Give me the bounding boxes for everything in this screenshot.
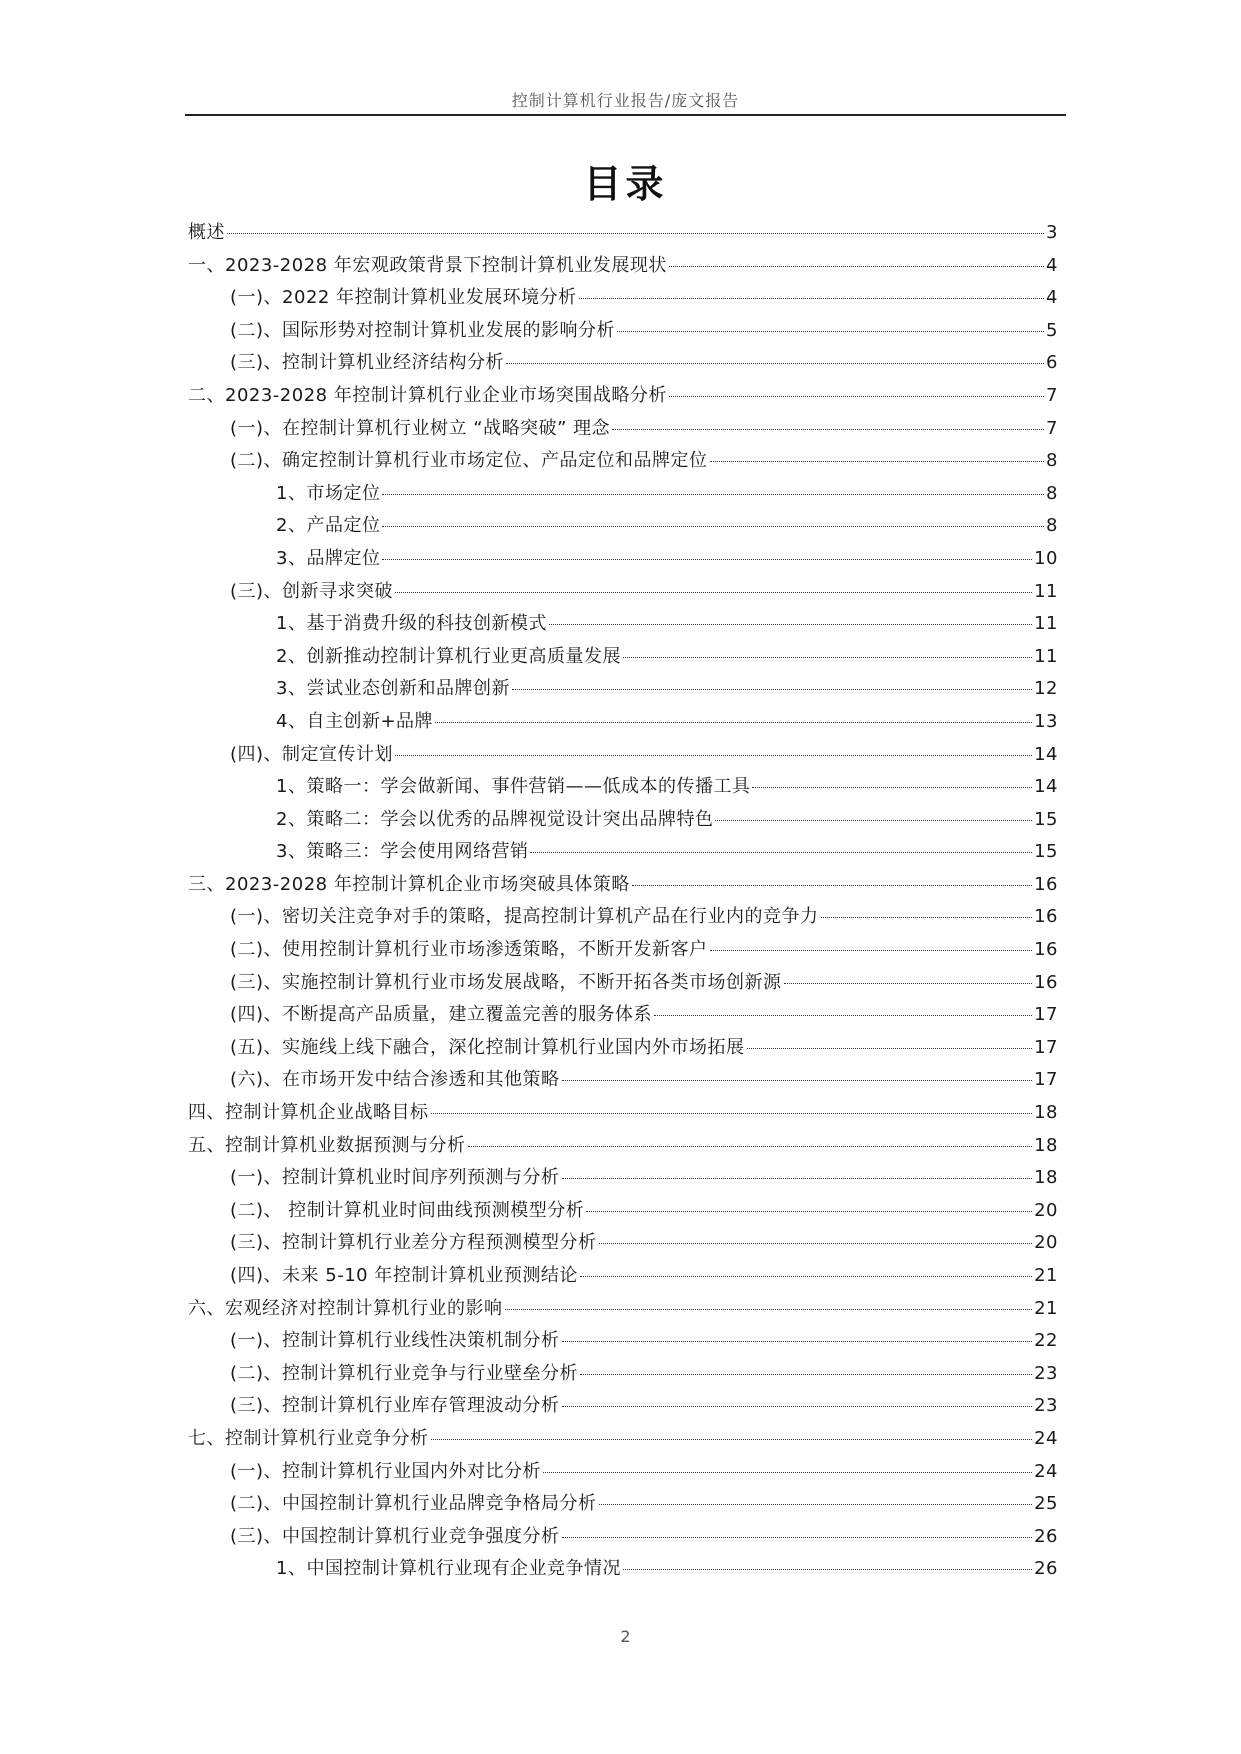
toc-entry[interactable] [188, 1358, 1058, 1391]
toc-entry-page: 14 [1034, 743, 1058, 765]
toc-dot-leader [505, 1309, 1033, 1310]
toc-dot-leader [623, 657, 1032, 658]
toc-entry[interactable] [188, 217, 1058, 250]
toc-dot-leader [599, 1504, 1033, 1505]
toc-entry-title: (一)、控制计算机行业线性决策机制分析 [230, 1330, 560, 1352]
toc-entry[interactable] [188, 967, 1058, 1000]
toc-entry-title: (二)、国际形势对控制计算机业发展的影响分析 [230, 319, 616, 341]
toc-entry-title: (三)、创新寻求突破 [230, 580, 394, 602]
toc-entry-page: 25 [1034, 1493, 1058, 1515]
toc-entry-title: 2、产品定位 [276, 515, 381, 537]
toc-entry[interactable] [188, 1097, 1058, 1130]
toc-entry-title: 1、中国控制计算机行业现有企业竞争情况 [276, 1558, 621, 1580]
toc-dot-leader [821, 917, 1033, 918]
toc-entry-page: 18 [1034, 1102, 1058, 1124]
toc-entry-page: 4 [1046, 287, 1058, 309]
toc-entry-title: 2、创新推动控制计算机行业更高质量发展 [276, 645, 621, 667]
toc-entry[interactable] [188, 1521, 1058, 1554]
toc-entry[interactable] [188, 804, 1058, 837]
toc-entry[interactable] [188, 543, 1058, 576]
toc-entry-title: (四)、未来 5-10 年控制计算机业预测结论 [230, 1265, 578, 1286]
toc-entry-title: (六)、在市场开发中结合渗透和其他策略 [230, 1069, 560, 1091]
running-header: 控制计算机行业报告/庞文报告 [511, 91, 740, 110]
header-divider [185, 114, 1066, 116]
toc-entry[interactable] [188, 510, 1058, 543]
toc-entry-page: 26 [1034, 1558, 1058, 1580]
toc-entry-page: 15 [1034, 841, 1058, 863]
toc-entry[interactable] [188, 934, 1058, 967]
page-number: 2 [620, 1627, 631, 1646]
toc-dot-leader [431, 1439, 1033, 1440]
toc-dot-leader [669, 396, 1044, 397]
toc-entry-title: (一)、密切关注竞争对手的策略，提高控制计算机产品在行业内的竞争力 [230, 906, 819, 928]
toc-dot-leader [612, 429, 1044, 430]
toc-dot-leader [395, 755, 1032, 756]
toc-entry-page: 18 [1034, 1167, 1058, 1189]
toc-dot-leader [580, 1276, 1032, 1277]
toc-entry[interactable] [188, 1195, 1058, 1228]
toc-entry-page: 11 [1034, 613, 1058, 635]
toc-dot-leader [579, 298, 1044, 299]
toc-entry-title: (二)、中国控制计算机行业品牌竞争格局分析 [230, 1493, 597, 1515]
toc-entry[interactable] [188, 901, 1058, 934]
toc-entry-page: 11 [1034, 645, 1058, 667]
toc-entry[interactable] [188, 413, 1058, 446]
toc-entry[interactable] [188, 1553, 1058, 1586]
toc-dot-leader [623, 1569, 1032, 1570]
toc-dot-leader [530, 852, 1032, 853]
toc-entry[interactable] [188, 1130, 1058, 1163]
toc-entry[interactable] [188, 1227, 1058, 1260]
toc-dot-leader [382, 494, 1044, 495]
toc-entry-page: 24 [1034, 1427, 1058, 1449]
toc-entry-title: (一)、2022 年控制计算机业发展环境分析 [230, 287, 577, 309]
toc-entry-title: 2、策略二：学会以优秀的品牌视觉设计突出品牌特色 [276, 808, 714, 830]
toc-entry-title: 三、2023-2028 年控制计算机企业市场突破具体策略 [188, 873, 630, 895]
toc-dot-leader [710, 461, 1044, 462]
toc-entry-page: 20 [1034, 1199, 1058, 1221]
toc-entry[interactable] [188, 641, 1058, 674]
toc-entry-page: 8 [1046, 482, 1058, 504]
toc-entry[interactable] [188, 347, 1058, 380]
toc-entry-title: (一)、在控制计算机行业树立 “战略突破” 理念 [230, 417, 611, 439]
toc-entry[interactable] [188, 608, 1058, 641]
toc-entry-title: 1、策略一：学会做新闻、事件营销——低成本的传播工具 [276, 776, 751, 798]
toc-entry[interactable] [188, 576, 1058, 609]
toc-dot-leader [562, 1406, 1033, 1407]
toc-dot-leader [227, 233, 1044, 234]
toc-entry-page: 10 [1034, 547, 1058, 569]
toc-entry[interactable] [188, 380, 1058, 413]
toc-entry-page: 3 [1046, 222, 1058, 243]
toc-entry-title: (二)、确定控制计算机行业市场定位、产品定位和品牌定位 [230, 450, 708, 472]
toc-entry-title: 概述 [188, 222, 225, 243]
toc-entry[interactable] [188, 1260, 1058, 1293]
toc-entry-title: (一)、控制计算机业时间序列预测与分析 [230, 1167, 560, 1189]
toc-entry-page: 16 [1034, 939, 1058, 961]
toc-entry[interactable] [188, 445, 1058, 478]
toc-entry-page: 20 [1034, 1232, 1058, 1254]
toc-entry-title: (二)、使用控制计算机行业市场渗透策略，不断开发新客户 [230, 939, 708, 961]
toc-entry-page: 16 [1034, 906, 1058, 928]
toc-entry[interactable] [188, 1064, 1058, 1097]
toc-dot-leader [382, 526, 1044, 527]
toc-entry[interactable] [188, 1032, 1058, 1065]
toc-entry[interactable] [188, 1293, 1058, 1326]
table-of-contents [188, 217, 1058, 1586]
toc-entry[interactable] [188, 250, 1058, 283]
toc-entry-page: 8 [1046, 515, 1058, 537]
toc-dot-leader [617, 331, 1044, 332]
toc-entry-page: 16 [1034, 971, 1058, 993]
toc-entry-title: 3、品牌定位 [276, 547, 381, 569]
toc-entry-title: (三)、控制计算机行业库存管理波动分析 [230, 1395, 560, 1417]
toc-entry-title: (五)、实施线上线下融合，深化控制计算机行业国内外市场拓展 [230, 1036, 745, 1058]
toc-dot-leader [562, 1537, 1033, 1538]
toc-entry[interactable] [188, 478, 1058, 511]
toc-entry-page: 15 [1034, 808, 1058, 830]
toc-entry-page: 8 [1046, 450, 1058, 472]
toc-dot-leader [468, 1146, 1033, 1147]
toc-entry-page: 17 [1034, 1069, 1058, 1091]
toc-dot-leader [543, 1472, 1032, 1473]
toc-entry-title: (一)、控制计算机行业国内外对比分析 [230, 1460, 542, 1482]
toc-dot-leader [715, 820, 1032, 821]
toc-dot-leader [431, 1113, 1033, 1114]
toc-entry-page: 24 [1034, 1460, 1058, 1482]
toc-dot-leader [395, 592, 1032, 593]
toc-entry[interactable] [188, 282, 1058, 315]
toc-dot-leader [562, 1341, 1033, 1342]
toc-entry[interactable] [188, 999, 1058, 1032]
toc-entry-title: (三)、控制计算机业经济结构分析 [230, 352, 505, 374]
toc-entry-title: 二、2023-2028 年控制计算机行业企业市场突围战略分析 [188, 384, 667, 406]
page-title: 目录 [583, 162, 668, 206]
toc-dot-leader [506, 363, 1044, 364]
toc-entry[interactable] [188, 739, 1058, 772]
toc-dot-leader [562, 1178, 1033, 1179]
toc-entry-title: 四、控制计算机企业战略目标 [188, 1102, 429, 1124]
toc-dot-leader [784, 983, 1033, 984]
toc-entry-page: 26 [1034, 1525, 1058, 1547]
toc-entry[interactable] [188, 673, 1058, 706]
toc-entry-page: 18 [1034, 1134, 1058, 1156]
toc-entry-page: 16 [1034, 873, 1058, 895]
toc-dot-leader [747, 1048, 1033, 1049]
toc-entry-page: 13 [1034, 710, 1058, 732]
toc-dot-leader [435, 722, 1032, 723]
toc-entry[interactable] [188, 706, 1058, 739]
toc-entry-title: (二)、 控制计算机业时间曲线预测模型分析 [230, 1199, 585, 1221]
toc-entry-page: 21 [1034, 1265, 1058, 1286]
toc-entry-page: 23 [1034, 1395, 1058, 1417]
toc-entry-title: (三)、实施控制计算机行业市场发展战略，不断开拓各类市场创新源 [230, 971, 782, 993]
toc-entry-title: (四)、制定宣传计划 [230, 743, 394, 765]
toc-dot-leader [586, 1211, 1032, 1212]
toc-entry-title: 1、基于消费升级的科技创新模式 [276, 613, 547, 635]
toc-dot-leader [632, 885, 1032, 886]
toc-dot-leader [512, 689, 1032, 690]
toc-entry-title: (三)、控制计算机行业差分方程预测模型分析 [230, 1232, 597, 1254]
toc-entry-title: 六、宏观经济对控制计算机行业的影响 [188, 1297, 503, 1319]
toc-entry[interactable] [188, 869, 1058, 902]
toc-entry[interactable] [188, 1456, 1058, 1489]
toc-entry-title: (三)、中国控制计算机行业竞争强度分析 [230, 1525, 560, 1547]
toc-entry-page: 23 [1034, 1362, 1058, 1384]
toc-entry-page: 22 [1034, 1330, 1058, 1352]
toc-dot-leader [562, 1080, 1033, 1081]
toc-entry-title: (二)、控制计算机行业竞争与行业壁垒分析 [230, 1362, 579, 1384]
toc-dot-leader [654, 1015, 1032, 1016]
toc-entry-page: 7 [1046, 384, 1058, 406]
toc-entry[interactable] [188, 1423, 1058, 1456]
toc-entry-title: 1、市场定位 [276, 482, 381, 504]
toc-entry-page: 4 [1046, 254, 1058, 276]
toc-entry[interactable] [188, 1488, 1058, 1521]
toc-entry-title: 3、策略三：学会使用网络营销 [276, 841, 529, 863]
toc-dot-leader [669, 266, 1044, 267]
toc-entry[interactable] [188, 771, 1058, 804]
toc-entry-page: 14 [1034, 776, 1058, 798]
toc-entry-title: 七、控制计算机行业竞争分析 [188, 1427, 429, 1449]
toc-entry-title: 4、自主创新+品牌 [276, 710, 434, 732]
toc-entry-title: 一、2023-2028 年宏观政策背景下控制计算机业发展现状 [188, 254, 667, 276]
toc-entry-page: 21 [1034, 1297, 1058, 1319]
toc-entry-title: 五、控制计算机业数据预测与分析 [188, 1134, 466, 1156]
toc-dot-leader [382, 559, 1032, 560]
toc-dot-leader [752, 787, 1032, 788]
toc-entry-page: 11 [1034, 580, 1058, 602]
toc-entry[interactable] [188, 315, 1058, 348]
toc-entry-page: 5 [1046, 319, 1058, 341]
toc-entry-page: 12 [1034, 678, 1058, 700]
toc-dot-leader [599, 1243, 1033, 1244]
toc-dot-leader [710, 950, 1033, 951]
toc-entry-page: 17 [1034, 1036, 1058, 1058]
toc-entry[interactable] [188, 1162, 1058, 1195]
toc-entry-title: 3、尝试业态创新和品牌创新 [276, 678, 510, 700]
toc-entry-title: (四)、不断提高产品质量，建立覆盖完善的服务体系 [230, 1004, 653, 1026]
toc-entry[interactable] [188, 1390, 1058, 1423]
toc-dot-leader [580, 1374, 1032, 1375]
toc-dot-leader [549, 624, 1032, 625]
toc-entry[interactable] [188, 836, 1058, 869]
toc-entry-page: 7 [1046, 417, 1058, 439]
toc-entry-page: 17 [1034, 1004, 1058, 1026]
toc-entry-page: 6 [1046, 352, 1058, 374]
toc-entry[interactable] [188, 1325, 1058, 1358]
